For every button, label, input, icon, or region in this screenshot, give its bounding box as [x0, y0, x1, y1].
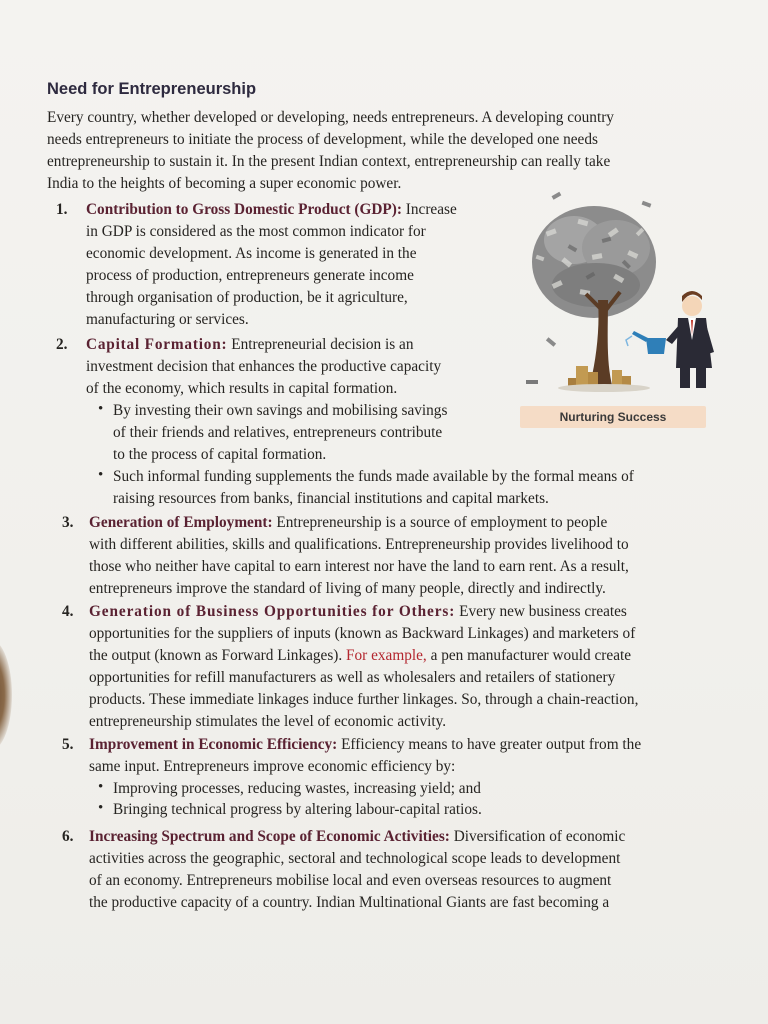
item-term: Generation of Employment: — [89, 514, 273, 531]
item-term: Increasing Spectrum and Scope of Economic Activities: — [89, 828, 450, 845]
bullet-dot: • — [98, 401, 104, 417]
thumb-shadow — [0, 640, 12, 750]
item-line: of the economy, which results in capital formation. — [86, 380, 398, 397]
example-label: For example, — [346, 647, 427, 664]
intro-line: entrepreneurship to sustain it. In the present Indian context, entrepreneurship can really take — [47, 153, 611, 170]
item-line: a pen manufacturer would create — [426, 647, 632, 664]
item-line: opportunities for refill manufacturers as well as wholesalers and retailers of stationery — [89, 669, 616, 686]
item-number: 1. — [56, 201, 68, 218]
item-term: Improvement in Economic Efficiency: — [89, 736, 338, 753]
item-line: the productive capacity of a country. Indian Multinational Giants are fast becoming a — [89, 894, 610, 911]
watering-can-icon — [626, 331, 666, 354]
item-line: activities across the geographic, sectoral and technological scope leads to development — [89, 850, 621, 867]
item-number: 6. — [62, 828, 74, 845]
bullet-line: Such informal funding supplements the funds made available by the formal means of — [113, 468, 634, 485]
item-line: Entrepreneurship is a source of employment to people — [272, 514, 608, 531]
bullet-dot: • — [98, 779, 104, 795]
flying-banknote — [526, 380, 538, 384]
item-number: 4. — [62, 603, 74, 620]
item-line: Diversification of economic — [449, 828, 626, 845]
item-line: same input. Entrepreneurs improve economic efficiency by: — [89, 758, 456, 775]
bullet-item — [113, 466, 723, 510]
bullet-line: of their friends and relatives, entrepreneurs contribute — [113, 424, 443, 441]
flying-banknote — [642, 201, 652, 208]
item-line: economic development. As income is generated in the — [86, 245, 417, 262]
item-term: Capital Formation: — [86, 336, 228, 353]
item-line: Every new business creates — [455, 603, 627, 620]
item-line: manufacturing or services. — [86, 311, 249, 328]
item-line: entrepreneurs improve the standard of living of many people, directly and indirectly. — [89, 580, 606, 597]
item-line: the output (known as Forward Linkages). — [89, 647, 347, 664]
bullet-item — [113, 400, 495, 466]
item-line: Efficiency means to have greater output from the — [337, 736, 642, 753]
flying-banknote — [546, 337, 556, 346]
bullet-line: to the process of capital formation. — [113, 446, 327, 463]
item-line: investment decision that enhances the productive capacity — [86, 358, 442, 375]
item-line: with different abilities, skills and qualifications. Entrepreneurship provides livelihood to — [89, 536, 629, 553]
section-heading: Need for Entrepreneurship — [47, 80, 257, 98]
intro-line: needs entrepreneurs to initiate the process of development, while the developed one needs — [47, 131, 598, 148]
item-line: Entrepreneurial decision is an — [227, 336, 414, 353]
item-number: 3. — [62, 514, 74, 531]
bullet-line: raising resources from banks, financial institutions and capital markets. — [113, 490, 549, 507]
item-line: opportunities for the suppliers of inputs (known as Backward Linkages) and marketers of — [89, 625, 636, 642]
item-number: 5. — [62, 736, 74, 753]
bullet-item: Improving processes, reducing wastes, increasing yield; and — [113, 780, 481, 797]
intro-line: Every country, whether developed or developing, needs entrepreneurs. A developing country — [47, 109, 614, 126]
businessman-figure — [666, 291, 714, 388]
item-line: products. These immediate linkages induce further linkages. So, through a chain-reaction, — [89, 691, 639, 708]
item-line: through organisation of production, be it agriculture, — [86, 289, 408, 306]
intro-line: India to the heights of becoming a super economic power. — [47, 175, 402, 192]
item-line: process of production, entrepreneurs generate income — [86, 267, 414, 284]
intro-paragraph — [47, 107, 723, 195]
bullet-line: By investing their own savings and mobilising savings — [113, 402, 448, 419]
item-number: 2. — [56, 336, 68, 353]
item-line: Increase — [401, 201, 457, 218]
money-tree-illustration — [516, 190, 722, 430]
bullet-item: Bringing technical progress by altering labour-capital ratios. — [113, 801, 482, 818]
item-line: those who neither have capital to earn interest nor have the land to earn rent. As a result, — [89, 558, 629, 575]
item-term: Generation of Business Opportunities for Others: — [89, 603, 456, 620]
item-line: of an economy. Entrepreneurs mobilise local and even overseas resources to augment — [89, 872, 612, 889]
bullet-dot: • — [98, 467, 104, 483]
bullet-dot: • — [98, 800, 104, 816]
item-line: in GDP is considered as the most common indicator for — [86, 223, 426, 240]
flying-banknote — [552, 192, 562, 200]
figure-caption: Nurturing Success — [520, 406, 706, 428]
item-line: entrepreneurship stimulates the level of economic activity. — [89, 713, 447, 730]
item-term: Contribution to Gross Domestic Product (GDP): — [86, 201, 402, 218]
